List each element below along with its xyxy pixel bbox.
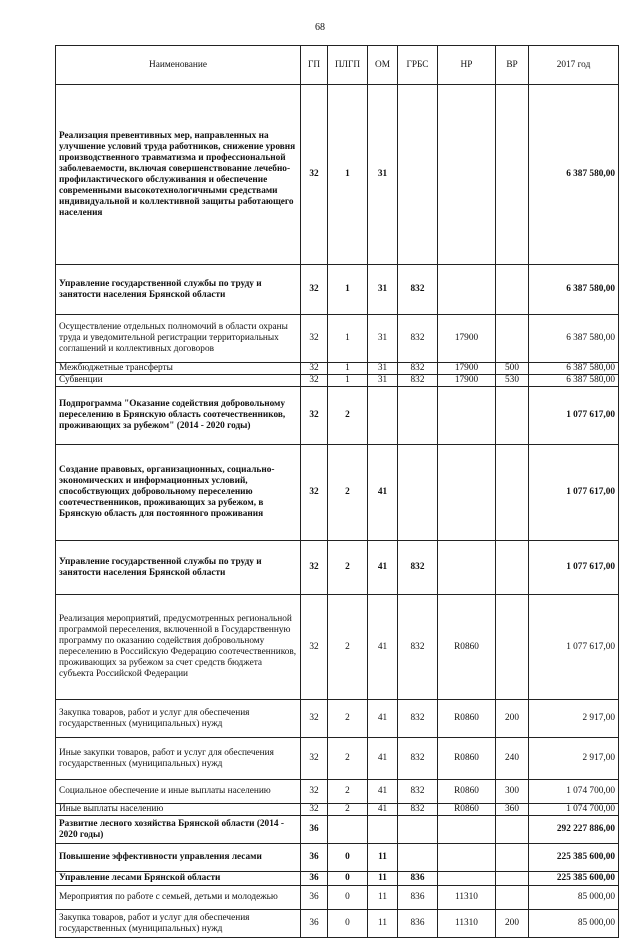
cell-grbs: 836 xyxy=(398,910,438,938)
cell-plgp: 2 xyxy=(328,541,368,595)
header-grbs: ГРБС xyxy=(398,46,438,85)
cell-plgp: 2 xyxy=(328,700,368,738)
cell-vr: 200 xyxy=(496,910,529,938)
cell-nr xyxy=(438,844,496,872)
cell-om xyxy=(368,387,398,445)
cell-grbs: 832 xyxy=(398,375,438,387)
header-year: 2017 год xyxy=(529,46,619,85)
cell-amount: 1 077 617,00 xyxy=(529,541,619,595)
cell-grbs xyxy=(398,85,438,265)
cell-vr: 530 xyxy=(496,375,529,387)
cell-plgp: 2 xyxy=(328,387,368,445)
cell-om: 41 xyxy=(368,445,398,541)
cell-nr: R0860 xyxy=(438,700,496,738)
cell-gp: 36 xyxy=(301,872,328,886)
cell-om: 11 xyxy=(368,872,398,886)
cell-name: Мероприятия по работе с семьей, детьми и молодежью xyxy=(56,886,301,910)
cell-vr xyxy=(496,85,529,265)
cell-gp: 32 xyxy=(301,541,328,595)
cell-plgp: 0 xyxy=(328,872,368,886)
cell-grbs: 836 xyxy=(398,886,438,910)
cell-amount: 292 227 886,00 xyxy=(529,816,619,844)
budget-table xyxy=(55,45,619,938)
cell-grbs: 832 xyxy=(398,804,438,816)
cell-plgp: 1 xyxy=(328,315,368,363)
cell-name: Субвенции xyxy=(56,375,301,387)
cell-name: Подпрограмма "Оказание содействия добровольному переселению в Брянскую область соотечественников, проживающих за рубежом" (2014 - 2020 годы) xyxy=(56,387,301,445)
header-vr: ВР xyxy=(496,46,529,85)
cell-gp: 36 xyxy=(301,886,328,910)
cell-amount: 85 000,00 xyxy=(529,910,619,938)
cell-gp: 32 xyxy=(301,363,328,375)
cell-amount: 2 917,00 xyxy=(529,738,619,780)
cell-om: 41 xyxy=(368,595,398,700)
cell-gp: 32 xyxy=(301,780,328,804)
header-plgp: ПЛГП xyxy=(328,46,368,85)
cell-plgp: 0 xyxy=(328,910,368,938)
cell-amount: 6 387 580,00 xyxy=(529,265,619,315)
cell-amount: 1 074 700,00 xyxy=(529,804,619,816)
cell-amount: 2 917,00 xyxy=(529,700,619,738)
cell-om: 31 xyxy=(368,363,398,375)
table-row xyxy=(56,387,619,445)
table-row xyxy=(56,844,619,872)
table-row xyxy=(56,816,619,844)
cell-nr: R0860 xyxy=(438,738,496,780)
page-number: 68 xyxy=(315,22,325,33)
cell-vr: 200 xyxy=(496,700,529,738)
cell-nr: 17900 xyxy=(438,375,496,387)
table-row xyxy=(56,780,619,804)
table-row xyxy=(56,595,619,700)
cell-amount: 6 387 580,00 xyxy=(529,315,619,363)
cell-amount: 1 077 617,00 xyxy=(529,595,619,700)
table-row xyxy=(56,700,619,738)
cell-om: 31 xyxy=(368,265,398,315)
table-row xyxy=(56,910,619,938)
cell-amount: 1 077 617,00 xyxy=(529,387,619,445)
cell-vr xyxy=(496,872,529,886)
cell-plgp: 2 xyxy=(328,780,368,804)
cell-om: 31 xyxy=(368,85,398,265)
cell-gp: 32 xyxy=(301,700,328,738)
cell-grbs xyxy=(398,844,438,872)
header-nr: НР xyxy=(438,46,496,85)
cell-nr xyxy=(438,541,496,595)
cell-grbs xyxy=(398,387,438,445)
cell-vr xyxy=(496,445,529,541)
table-row xyxy=(56,363,619,375)
cell-om: 31 xyxy=(368,315,398,363)
cell-name: Повышение эффективности управления лесами xyxy=(56,844,301,872)
cell-gp: 32 xyxy=(301,315,328,363)
cell-plgp: 0 xyxy=(328,844,368,872)
cell-plgp: 1 xyxy=(328,265,368,315)
table-row xyxy=(56,85,619,265)
cell-gp: 32 xyxy=(301,387,328,445)
cell-om: 11 xyxy=(368,910,398,938)
cell-vr xyxy=(496,265,529,315)
cell-name: Управление государственной службы по труду и занятости населения Брянской области xyxy=(56,541,301,595)
cell-plgp: 2 xyxy=(328,445,368,541)
cell-name: Реализация мероприятий, предусмотренных региональной программой переселения, включенной в Государственную программу по оказанию содействия добровольному переселению в Российскую Федерацию соотечественников, проживающих за рубежом за счет средств бюджета субъекта Российской Федерации xyxy=(56,595,301,700)
cell-amount: 1 074 700,00 xyxy=(529,780,619,804)
cell-name: Закупка товаров, работ и услуг для обеспечения государственных (муниципальных) нужд xyxy=(56,700,301,738)
cell-vr: 300 xyxy=(496,780,529,804)
cell-om: 41 xyxy=(368,700,398,738)
header-om: ОМ xyxy=(368,46,398,85)
cell-name: Закупка товаров, работ и услуг для обеспечения государственных (муниципальных) нужд xyxy=(56,910,301,938)
cell-name: Социальное обеспечение и иные выплаты населению xyxy=(56,780,301,804)
table-row xyxy=(56,872,619,886)
cell-om: 41 xyxy=(368,541,398,595)
cell-nr xyxy=(438,816,496,844)
cell-grbs: 832 xyxy=(398,363,438,375)
cell-plgp: 2 xyxy=(328,738,368,780)
cell-amount: 225 385 600,00 xyxy=(529,872,619,886)
cell-vr xyxy=(496,886,529,910)
cell-plgp: 2 xyxy=(328,595,368,700)
cell-nr: 17900 xyxy=(438,363,496,375)
cell-vr xyxy=(496,315,529,363)
cell-om xyxy=(368,816,398,844)
cell-nr: R0860 xyxy=(438,780,496,804)
cell-nr: R0860 xyxy=(438,804,496,816)
cell-gp: 32 xyxy=(301,804,328,816)
cell-grbs xyxy=(398,816,438,844)
cell-om: 41 xyxy=(368,804,398,816)
cell-nr: R0860 xyxy=(438,595,496,700)
cell-gp: 36 xyxy=(301,844,328,872)
table-row xyxy=(56,445,619,541)
cell-amount: 1 077 617,00 xyxy=(529,445,619,541)
cell-name: Управление лесами Брянской области xyxy=(56,872,301,886)
cell-plgp: 2 xyxy=(328,804,368,816)
cell-nr xyxy=(438,445,496,541)
cell-grbs: 832 xyxy=(398,315,438,363)
table-row xyxy=(56,265,619,315)
table-row xyxy=(56,375,619,387)
cell-grbs: 832 xyxy=(398,595,438,700)
cell-vr: 360 xyxy=(496,804,529,816)
cell-amount: 225 385 600,00 xyxy=(529,844,619,872)
cell-om: 41 xyxy=(368,780,398,804)
cell-vr xyxy=(496,816,529,844)
cell-amount: 6 387 580,00 xyxy=(529,363,619,375)
cell-plgp: 1 xyxy=(328,85,368,265)
cell-gp: 32 xyxy=(301,375,328,387)
table-body xyxy=(56,85,619,938)
cell-om: 41 xyxy=(368,738,398,780)
table-row xyxy=(56,541,619,595)
cell-name: Создание правовых, организационных, социально-экономических и информационных условий, способствующих добровольному переселению соотечественников, проживающих за рубежом, в Брянскую область для постоянного проживания xyxy=(56,445,301,541)
cell-name: Реализация превентивных мер, направленных на улучшение условий труда работников, снижение уровня производственного травматизма и профессиональной заболеваемости, включая совершенствование лечебно-профилактического обслуживания и обеспечение современными высокотехнологичными средствами индивидуальной и коллективной защиты работающего населения xyxy=(56,85,301,265)
cell-name: Осуществление отдельных полномочий в области охраны труда и уведомительной регистрации территориальных соглашений и коллективных договоров xyxy=(56,315,301,363)
cell-plgp: 0 xyxy=(328,886,368,910)
table-row xyxy=(56,886,619,910)
cell-om: 31 xyxy=(368,375,398,387)
cell-nr: 11310 xyxy=(438,886,496,910)
cell-om: 11 xyxy=(368,886,398,910)
cell-amount: 85 000,00 xyxy=(529,886,619,910)
cell-name: Иные выплаты населению xyxy=(56,804,301,816)
cell-vr xyxy=(496,595,529,700)
cell-grbs xyxy=(398,445,438,541)
cell-grbs: 832 xyxy=(398,738,438,780)
cell-gp: 32 xyxy=(301,265,328,315)
table-header-row xyxy=(56,46,619,85)
cell-plgp: 1 xyxy=(328,363,368,375)
cell-gp: 32 xyxy=(301,595,328,700)
table-row xyxy=(56,738,619,780)
table-row xyxy=(56,315,619,363)
cell-vr: 240 xyxy=(496,738,529,780)
cell-gp: 36 xyxy=(301,910,328,938)
cell-grbs: 832 xyxy=(398,780,438,804)
cell-vr: 500 xyxy=(496,363,529,375)
cell-grbs: 832 xyxy=(398,541,438,595)
header-gp: ГП xyxy=(301,46,328,85)
cell-plgp: 1 xyxy=(328,375,368,387)
cell-grbs: 832 xyxy=(398,265,438,315)
cell-vr xyxy=(496,844,529,872)
cell-nr xyxy=(438,872,496,886)
cell-gp: 32 xyxy=(301,85,328,265)
cell-gp: 36 xyxy=(301,816,328,844)
cell-nr xyxy=(438,85,496,265)
cell-nr: 11310 xyxy=(438,910,496,938)
cell-nr xyxy=(438,387,496,445)
header-name: Наименование xyxy=(56,46,301,85)
cell-name: Межбюджетные трансферты xyxy=(56,363,301,375)
cell-vr xyxy=(496,541,529,595)
cell-gp: 32 xyxy=(301,445,328,541)
cell-vr xyxy=(496,387,529,445)
cell-om: 11 xyxy=(368,844,398,872)
cell-plgp xyxy=(328,816,368,844)
table-row xyxy=(56,804,619,816)
cell-nr xyxy=(438,265,496,315)
cell-amount: 6 387 580,00 xyxy=(529,85,619,265)
cell-name: Управление государственной службы по труду и занятости населения Брянской области xyxy=(56,265,301,315)
cell-grbs: 832 xyxy=(398,700,438,738)
cell-name: Развитие лесного хозяйства Брянской области (2014 - 2020 годы) xyxy=(56,816,301,844)
cell-gp: 32 xyxy=(301,738,328,780)
cell-grbs: 836 xyxy=(398,872,438,886)
cell-name: Иные закупки товаров, работ и услуг для обеспечения государственных (муниципальных) нужд xyxy=(56,738,301,780)
cell-nr: 17900 xyxy=(438,315,496,363)
cell-amount: 6 387 580,00 xyxy=(529,375,619,387)
